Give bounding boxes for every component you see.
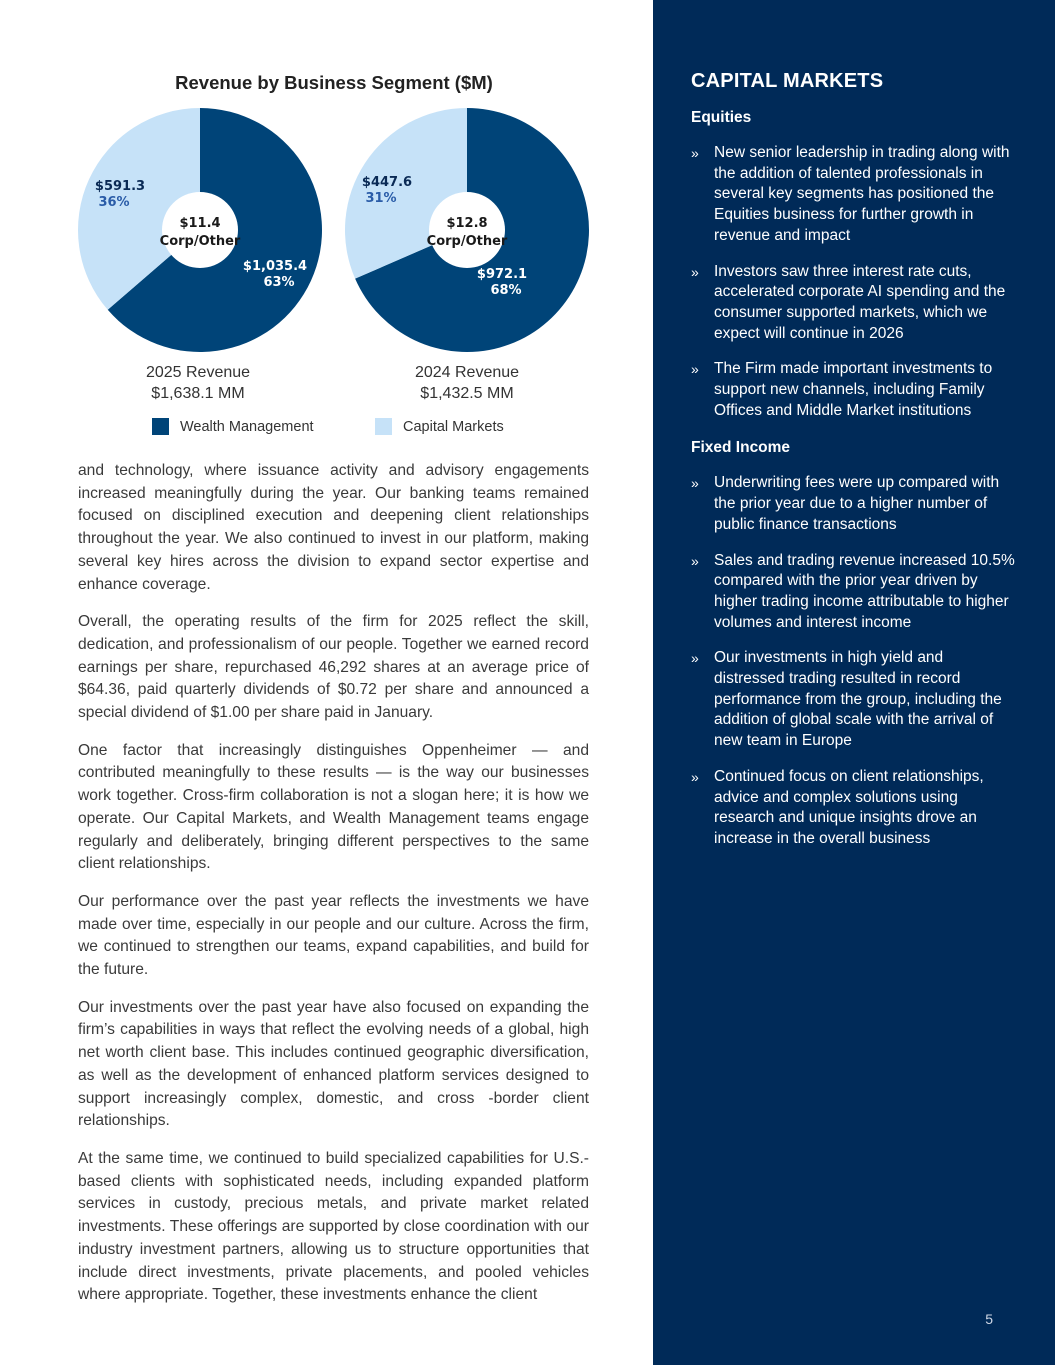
data-label-capital-markets-percent: 36% [98, 195, 130, 210]
revenue-label-2024 [357, 362, 577, 404]
sidebar-title: CAPITAL MARKETS [691, 70, 884, 92]
bullet-icon: » [691, 650, 699, 667]
legend-label-wealth-management: Wealth Management [180, 418, 314, 435]
bullet-icon: » [691, 552, 699, 569]
bullet-icon: » [691, 475, 699, 492]
center-category-label: Corp/Other [426, 234, 508, 249]
center-category-label: Corp/Other [159, 234, 241, 249]
data-label-wealth-management-value: $972.1 [476, 267, 528, 282]
section-heading-equities: Equities [691, 109, 752, 126]
revenue-total-2025: $1,638.1 MM [151, 385, 245, 402]
body-paragraph: Our investments over the past year have also focused on expanding the firm’s capabilities in ways that reflect the evolving needs of a global, high net worth client base. This includes continued geographic diversification, as well as the development of enhanced platform services designed to support increasingly complex, domestic, and cross -border client relationships. [78, 998, 589, 1130]
revenue-total-2024: $1,432.5 MM [420, 385, 514, 402]
section-heading-fixed-income: Fixed Income [691, 439, 791, 457]
legend-swatch-wealth-management [152, 418, 169, 435]
list-item: » Our investments in high yield and distressed trading resulted in record performance from the group, including the addition of global scale with the arrival of new team in Europe [691, 649, 1002, 750]
data-label-wealth-management-value: $1,035.4 [242, 259, 308, 274]
chart-title: Revenue by Business Segment ($M) [175, 72, 493, 93]
data-label-wealth-management-percent: 63% [263, 275, 295, 290]
capital-markets-sidebar [653, 0, 1055, 1365]
body-paragraph: and technology, where issuance activity and advisory engagements increased meaningfully during the year. Our banking teams remained focused on disciplined execution and deepening client relationships throughout the year. We also continued to invest in our platform, making several key hires across the division to expand sector expertise and enhance coverage. [78, 462, 589, 593]
revenue-year-2024: 2024 Revenue [414, 364, 520, 381]
legend-item-capital-markets [375, 418, 504, 435]
list-item: » Underwriting fees were up compared with the prior year due to a higher number of public finance transactions [691, 474, 1000, 533]
donut-chart-2025 [78, 108, 323, 353]
revenue-label-2025 [88, 362, 308, 404]
data-label-capital-markets-percent: 31% [365, 191, 397, 206]
list-item: » Investors saw three interest rate cuts, accelerated corporate AI spending and the consumer supported markets, which we expect will continue in 2026 [691, 262, 1006, 342]
body-text [78, 460, 589, 1322]
center-value-label: $12.8 [446, 216, 488, 231]
revenue-year-2025: 2025 Revenue [145, 364, 251, 381]
body-paragraph: Our performance over the past year reflects the investments we have made over time, especially in our people and our culture. Across the firm, we continued to strengthen our teams, expand capabilities, and build for the future. [78, 892, 589, 979]
list-item: » Continued focus on client relationships, advice and complex solutions using research and unique insights drove an increase in the overall business [691, 767, 984, 847]
center-value-label: $11.4 [179, 216, 221, 231]
bullet-icon: » [691, 361, 699, 378]
bullet-icon: » [691, 263, 699, 280]
list-item: » The Firm made important investments to support new channels, including Family Offices and Middle Market institutions [691, 360, 993, 419]
data-label-wealth-management-percent: 68% [490, 283, 522, 298]
body-paragraph: Overall, the operating results of the firm for 2025 reflect the skill, dedication, and professionalism of our people. Together we earned record earnings per share, repurchased 46,292 shares at an average price of $64.36, paid quarterly dividends of $0.72 per share and announced a special dividend of $1.00 per share paid in January. [78, 613, 589, 722]
fixed-income-list [691, 473, 1015, 849]
equities-list [691, 143, 1015, 421]
list-item: » Sales and trading revenue increased 10.5% compared with the prior year driven by higher trading income attributable to higher volumes and interest income [691, 551, 1015, 631]
bullet-icon: » [691, 145, 699, 161]
data-label-capital-markets-value: $591.3 [94, 179, 146, 194]
page-number: 5 [985, 1311, 993, 1327]
data-label-capital-markets-value: $447.6 [361, 175, 413, 190]
bullet-icon: » [691, 768, 699, 785]
legend-label-capital-markets: Capital Markets [403, 418, 504, 435]
body-paragraph: At the same time, we continued to build specialized capabilities for U.S.-based clients with sophisticated needs, including expanded platform services in custody, precious metals, and private market related investments. These offerings are supported by close coordination with our industry investment partners, allowing us to structure opportunities that include direct investments, private placements, and pooled vehicles where appropriate. Together, these investments enhance the client [78, 1149, 589, 1304]
legend-swatch-capital-markets [375, 418, 392, 435]
body-paragraph: One factor that increasingly distinguishes Oppenheimer — and contributed meaningfully to these results — is the way our businesses work together. Cross-firm collaboration is not a slogan here; it is how we operate. Our Capital Markets, and Wealth Management teams engage regularly and deliberately, bringing different perspectives to the same client relationships. [78, 741, 589, 873]
donut-chart-2024 [345, 108, 590, 353]
list-item: » New senior leadership in trading along with the addition of talented professionals in several key segments has positioned the Equities business for further growth in revenue and impact [691, 144, 1010, 244]
legend-item-wealth-management [152, 418, 314, 435]
